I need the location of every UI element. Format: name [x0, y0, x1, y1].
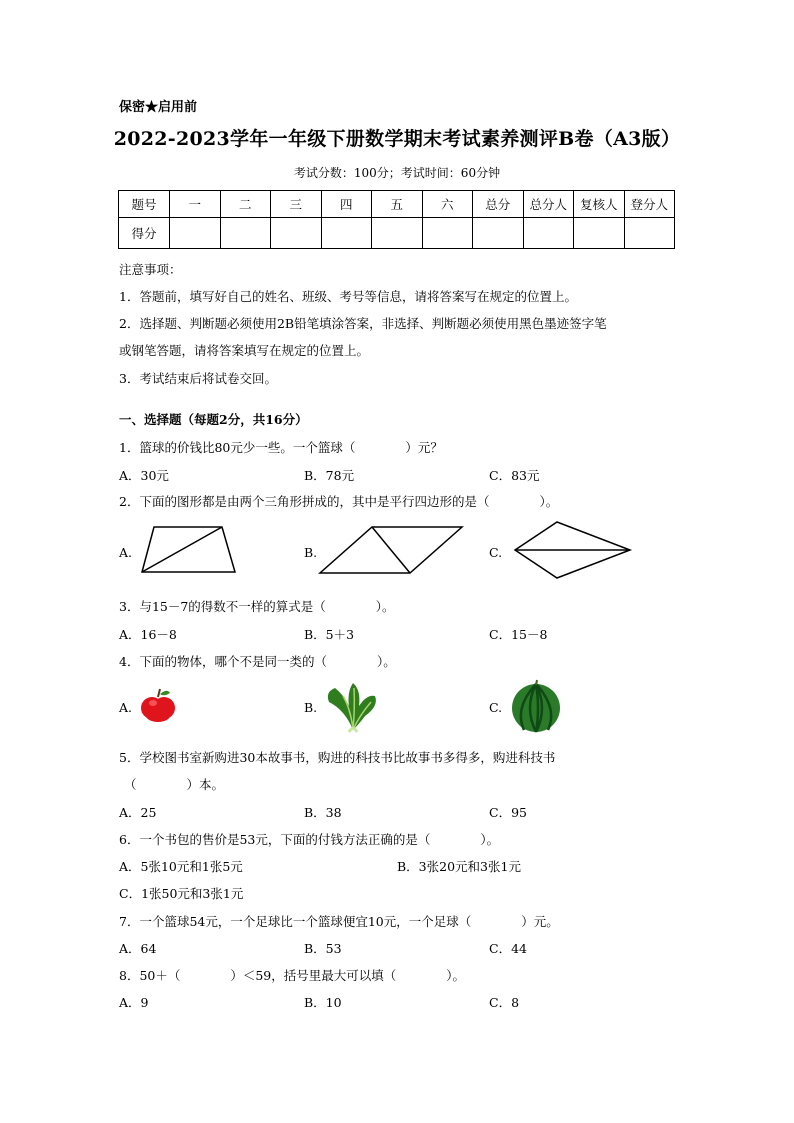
question-5-stem: 5．学校图书室新购进30本故事书，购进的科技书比故事书多得多，购进科技书: [119, 750, 556, 765]
trapezoid-shape: [140, 520, 240, 580]
score-entry-cell[interactable]: [372, 218, 423, 249]
confidential-label: 保密★启用前: [119, 100, 198, 115]
option-b[interactable]: B.: [304, 700, 318, 715]
option-c[interactable]: C．95: [489, 805, 527, 820]
option-b[interactable]: B．38: [304, 805, 342, 820]
score-table-cell: 六: [422, 191, 473, 218]
score-row-label: 得分: [119, 218, 170, 249]
option-c[interactable]: C.: [489, 545, 503, 560]
score-table-cell: 二: [220, 191, 271, 218]
question-5-stem-cont: （ ）本。: [124, 777, 225, 792]
score-table-cell: 题号: [119, 191, 170, 218]
score-entry-cell[interactable]: [321, 218, 372, 249]
score-table: [118, 190, 675, 249]
score-table-cell: 复核人: [574, 191, 625, 218]
score-entry-cell[interactable]: [422, 218, 473, 249]
option-b[interactable]: B．78元: [304, 468, 355, 483]
option-b[interactable]: B.: [304, 545, 318, 560]
score-entry-cell[interactable]: [574, 218, 625, 249]
score-table-score-row: [119, 218, 675, 249]
parallelogram-shape: [320, 520, 470, 580]
note-item: 1．答题前，填写好自己的姓名、班级、考号等信息，请将答案写在规定的位置上。: [119, 289, 577, 304]
score-table-cell: 五: [372, 191, 423, 218]
note-item: 或钢笔答题，请将答案填写在规定的位置上。: [119, 343, 370, 358]
option-b[interactable]: B．53: [304, 941, 342, 956]
score-table-cell: 三: [271, 191, 322, 218]
score-entry-cell[interactable]: [523, 218, 574, 249]
question-7-stem: 7．一个篮球54元，一个足球比一个篮球便宜10元，一个足球（ ）元。: [119, 914, 559, 929]
option-c[interactable]: C．44: [489, 941, 527, 956]
note-item: 3．考试结束后将试卷交回。: [119, 371, 277, 386]
question-8-stem: 8．50＋（ ）＜59，括号里最大可以填（ ）。: [119, 968, 466, 983]
score-table-cell: 四: [321, 191, 372, 218]
option-a[interactable]: A．30元: [119, 468, 169, 483]
option-c[interactable]: C．8: [489, 995, 520, 1010]
score-entry-cell[interactable]: [271, 218, 322, 249]
watermelon-icon: [510, 680, 562, 732]
option-a[interactable]: A．5张10元和1张5元: [119, 859, 243, 874]
question-2-stem: 2．下面的图形都是由两个三角形拼成的，其中是平行四边形的是（ ）。: [119, 494, 559, 509]
option-b[interactable]: B．10: [304, 995, 342, 1010]
score-table-cell: 总分人: [523, 191, 574, 218]
section-heading: 一、选择题（每题2分，共16分）: [119, 412, 308, 427]
score-table-header-row: [119, 191, 675, 218]
note-item: 2．选择题、判断题必须使用2B铅笔填涂答案，非选择、判断题必须使用黑色墨迹签字笔: [119, 316, 607, 331]
score-table-cell: 一: [170, 191, 221, 218]
option-a[interactable]: A.: [119, 700, 133, 715]
score-entry-cell[interactable]: [473, 218, 524, 249]
notes-heading: 注意事项：: [119, 262, 182, 277]
option-c[interactable]: C．1张50元和3张1元: [119, 886, 244, 901]
question-1-stem: 1．篮球的价钱比80元少一些。一个篮球（ ）元？: [119, 440, 443, 455]
score-entry-cell[interactable]: [624, 218, 675, 249]
exam-subtitle: 考试分数：100分；考试时间：60分钟: [293, 166, 501, 180]
apple-icon: [140, 686, 180, 726]
question-4-stem: 4．下面的物体，哪个不是同一类的（ ）。: [119, 654, 396, 669]
option-c[interactable]: C.: [489, 700, 503, 715]
spinach-icon: [323, 680, 381, 735]
score-table-cell: 总分: [473, 191, 524, 218]
option-c[interactable]: C．83元: [489, 468, 540, 483]
option-a[interactable]: A．16－8: [119, 627, 177, 642]
option-a[interactable]: A．64: [119, 941, 157, 956]
option-a[interactable]: A.: [119, 545, 133, 560]
score-entry-cell[interactable]: [170, 218, 221, 249]
option-a[interactable]: A．25: [119, 805, 157, 820]
option-c[interactable]: C．15－8: [489, 627, 548, 642]
option-b[interactable]: B．5＋3: [304, 627, 355, 642]
score-entry-cell[interactable]: [220, 218, 271, 249]
exam-title: 2022-2023学年一年级下册数学期末考试素养测评B卷（A3版）: [113, 128, 681, 150]
option-a[interactable]: A．9: [119, 995, 149, 1010]
option-b[interactable]: B．3张20元和3张1元: [397, 859, 521, 874]
question-6-stem: 6．一个书包的售价是53元，下面的付钱方法正确的是（ ）。: [119, 832, 500, 847]
question-3-stem: 3．与15－7的得数不一样的算式是（ ）。: [119, 599, 395, 614]
score-table-cell: 登分人: [624, 191, 675, 218]
kite-shape: [515, 518, 635, 583]
